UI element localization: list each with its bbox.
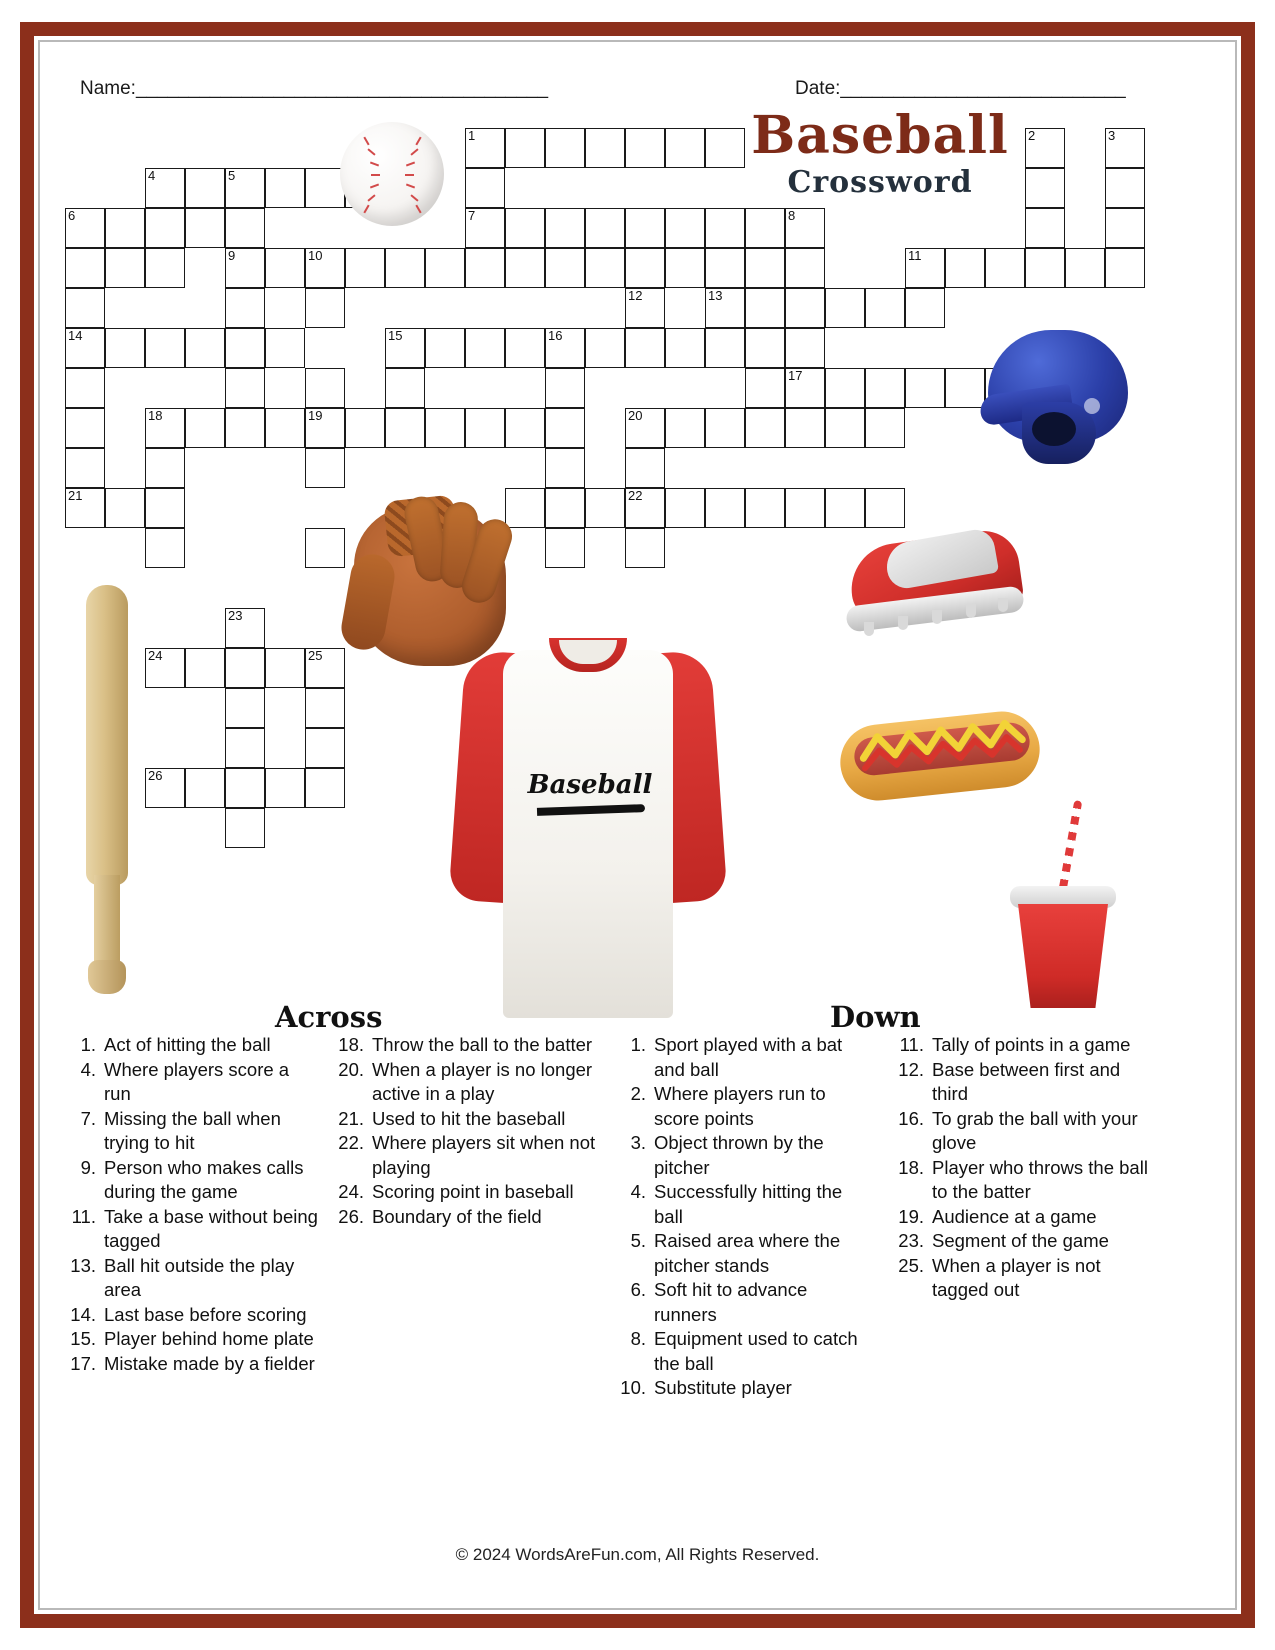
grid-cell-number: 23 (228, 608, 243, 623)
grid-cell[interactable] (705, 248, 745, 288)
grid-cell[interactable] (625, 408, 665, 448)
grid-cell[interactable] (1025, 248, 1065, 288)
clue-item (612, 1229, 874, 1278)
grid-cell[interactable] (305, 408, 345, 448)
clue-text: Segment of the game (932, 1230, 1109, 1251)
grid-cell[interactable] (745, 408, 785, 448)
grid-cell[interactable] (545, 528, 585, 568)
grid-cell[interactable] (225, 768, 265, 808)
grid-cell-number: 12 (628, 288, 643, 303)
grid-cell[interactable] (545, 128, 585, 168)
grid-cell[interactable] (905, 368, 945, 408)
grid-cell[interactable] (545, 368, 585, 408)
grid-cell[interactable] (905, 248, 945, 288)
grid-cell-number: 3 (1108, 128, 1116, 143)
clue-number: 25. (898, 1254, 924, 1276)
grid-cell[interactable] (145, 408, 185, 448)
baseball-jersey-icon (455, 630, 720, 1020)
grid-cell[interactable] (1105, 168, 1145, 208)
clue-item (62, 1303, 320, 1328)
title-main: Baseball (751, 105, 1009, 166)
grid-cell[interactable] (305, 448, 345, 488)
grid-cell[interactable] (665, 488, 705, 528)
clue-text: Take a base without being tagged (104, 1205, 318, 1251)
clue-text: Ball hit outside the play area (104, 1254, 295, 1300)
clue-item (612, 1033, 874, 1082)
clue-text: Where players sit when not playing (372, 1132, 596, 1178)
grid-cell[interactable] (705, 208, 745, 248)
clue-text: Audience at a game (932, 1205, 1097, 1227)
grid-cell[interactable] (545, 408, 585, 448)
grid-cell-number: 1 (468, 128, 476, 143)
grid-cell[interactable] (385, 328, 425, 368)
grid-cell[interactable] (705, 328, 745, 368)
clue-text: Soft hit to advance runners (654, 1279, 808, 1325)
grid-cell[interactable] (305, 688, 345, 728)
grid-cell[interactable] (65, 408, 105, 448)
clue-number: 20. (338, 1058, 364, 1080)
grid-cell[interactable] (1105, 248, 1145, 288)
batting-helmet-icon (980, 330, 1138, 480)
grid-cell[interactable] (65, 328, 105, 368)
grid-cell[interactable] (185, 328, 225, 368)
grid-cell[interactable] (385, 408, 425, 448)
grid-cell[interactable] (825, 368, 865, 408)
grid-cell[interactable] (265, 328, 305, 368)
grid-cell[interactable] (505, 408, 545, 448)
grid-cell[interactable] (225, 248, 265, 288)
grid-cell[interactable] (225, 368, 265, 408)
grid-cell[interactable] (305, 168, 345, 208)
grid-cell[interactable] (225, 728, 265, 768)
clue-text: When a player is no longer active in a play (372, 1058, 593, 1104)
clue-item (62, 1033, 320, 1058)
footer-copyright: © 2024 WordsAreFun.com, All Rights Reserved. (455, 1545, 820, 1564)
grid-cell[interactable] (345, 248, 385, 288)
clue-text: Boundary of the field (372, 1205, 542, 1227)
clue-item (330, 1131, 600, 1180)
cleat-shoe-icon (840, 530, 1030, 655)
clue-text: Missing the ball when trying to hit (104, 1107, 281, 1153)
clue-text: Substitute player (654, 1377, 792, 1398)
grid-cell[interactable] (65, 448, 105, 488)
clue-text: Player behind home plate (104, 1328, 314, 1349)
grid-cell[interactable] (505, 248, 545, 288)
grid-cell[interactable] (705, 488, 745, 528)
date-field-label[interactable]: Date:___________________________ (795, 78, 1126, 99)
grid-cell[interactable] (225, 648, 265, 688)
grid-cell[interactable] (745, 368, 785, 408)
clue-item (330, 1033, 600, 1058)
grid-cell-number: 26 (148, 768, 163, 783)
grid-cell[interactable] (65, 488, 105, 528)
grid-cell[interactable] (145, 488, 185, 528)
grid-cell[interactable] (865, 488, 905, 528)
grid-cell-number: 11 (908, 248, 922, 263)
clue-item (62, 1327, 320, 1352)
grid-cell[interactable] (585, 328, 625, 368)
clue-text: Used to hit the baseball (372, 1107, 566, 1129)
clue-text: Raised area where the pitcher stands (654, 1230, 841, 1276)
grid-cell[interactable] (545, 488, 585, 528)
grid-cell[interactable] (225, 168, 265, 208)
grid-cell[interactable] (745, 488, 785, 528)
clue-item (890, 1254, 1152, 1303)
clue-number: 6. (630, 1279, 646, 1300)
clue-item (890, 1205, 1152, 1230)
down-clues-column-2 (890, 1033, 1152, 1303)
clue-text: Scoring point in baseball (372, 1181, 574, 1202)
grid-cell[interactable] (505, 128, 545, 168)
grid-cell[interactable] (105, 488, 145, 528)
grid-cell[interactable] (545, 328, 585, 368)
grid-cell[interactable] (225, 328, 265, 368)
grid-cell-number: 4 (148, 168, 156, 183)
grid-cell[interactable] (105, 248, 145, 288)
grid-cell[interactable] (945, 368, 985, 408)
grid-cell-number: 10 (308, 248, 323, 263)
clue-item (62, 1352, 320, 1377)
grid-cell[interactable] (185, 168, 225, 208)
clue-text: Where players score a run (104, 1058, 290, 1104)
grid-cell[interactable] (745, 288, 785, 328)
grid-cell[interactable] (465, 128, 505, 168)
clue-item (62, 1205, 320, 1254)
grid-cell[interactable] (465, 408, 505, 448)
grid-cell[interactable] (225, 208, 265, 248)
grid-cell-number: 13 (708, 288, 723, 303)
clue-text: Sport played with a bat and ball (654, 1034, 843, 1080)
grid-cell[interactable] (825, 408, 865, 448)
clue-item (890, 1107, 1152, 1156)
grid-cell[interactable] (145, 208, 185, 248)
grid-cell[interactable] (905, 288, 945, 328)
clue-text: Act of hitting the ball (104, 1034, 271, 1055)
grid-cell-number: 9 (228, 248, 236, 263)
grid-cell[interactable] (505, 328, 545, 368)
grid-cell[interactable] (465, 168, 505, 208)
clue-text: Mistake made by a fielder (104, 1352, 315, 1374)
grid-cell[interactable] (145, 768, 185, 808)
grid-cell[interactable] (185, 208, 225, 248)
grid-cell[interactable] (665, 208, 705, 248)
grid-cell[interactable] (105, 208, 145, 248)
across-heading: Across (275, 1000, 383, 1034)
grid-cell[interactable] (1025, 208, 1065, 248)
grid-cell[interactable] (265, 648, 305, 688)
grid-cell[interactable] (305, 368, 345, 408)
grid-cell-number: 6 (68, 208, 76, 223)
hot-dog-icon (840, 700, 1040, 812)
grid-cell[interactable] (465, 248, 505, 288)
clue-number: 18. (338, 1034, 364, 1055)
grid-cell[interactable] (305, 648, 345, 688)
grid-cell[interactable] (545, 448, 585, 488)
grid-cell[interactable] (225, 608, 265, 648)
grid-cell[interactable] (225, 688, 265, 728)
grid-cell[interactable] (225, 288, 265, 328)
clue-item (330, 1205, 600, 1230)
grid-cell[interactable] (185, 768, 225, 808)
clue-item (62, 1107, 320, 1156)
grid-cell[interactable] (545, 208, 585, 248)
clue-item (62, 1254, 320, 1303)
clue-number: 10. (620, 1377, 646, 1398)
clue-text: Where players run to score points (654, 1083, 826, 1129)
grid-cell[interactable] (585, 248, 625, 288)
grid-cell-number: 16 (548, 328, 563, 343)
grid-cell-number: 7 (468, 208, 476, 223)
clue-text: When a player is not tagged out (932, 1254, 1101, 1300)
grid-cell-number: 17 (788, 368, 803, 383)
grid-cell-number: 5 (228, 168, 236, 183)
grid-cell[interactable] (305, 528, 345, 568)
grid-cell[interactable] (625, 248, 665, 288)
grid-cell[interactable] (625, 488, 665, 528)
clue-number: 14. (70, 1303, 96, 1325)
grid-cell[interactable] (705, 288, 745, 328)
clue-item (330, 1107, 600, 1132)
grid-cell[interactable] (665, 328, 705, 368)
clue-number: 11. (899, 1034, 924, 1055)
clue-item (330, 1058, 600, 1107)
clue-text: Throw the ball to the batter (372, 1034, 593, 1055)
clue-number: 18. (898, 1156, 924, 1178)
grid-cell[interactable] (625, 208, 665, 248)
clue-item (890, 1156, 1152, 1205)
grid-cell[interactable] (385, 368, 425, 408)
clue-item (62, 1058, 320, 1107)
grid-cell[interactable] (585, 488, 625, 528)
grid-cell[interactable] (265, 168, 305, 208)
clue-number: 19. (898, 1205, 924, 1227)
grid-cell-number: 8 (788, 208, 796, 223)
clue-number: 15. (70, 1328, 96, 1349)
grid-cell[interactable] (305, 768, 345, 808)
grid-cell[interactable] (705, 408, 745, 448)
clue-number: 24. (338, 1181, 364, 1202)
grid-cell[interactable] (145, 168, 185, 208)
grid-cell[interactable] (665, 408, 705, 448)
clue-number: 1. (80, 1034, 96, 1055)
grid-cell[interactable] (745, 208, 785, 248)
clue-number: 1. (630, 1034, 646, 1055)
grid-cell[interactable] (305, 728, 345, 768)
name-field-label[interactable]: Name:_______________________________________ (80, 78, 549, 99)
clue-number: 13. (70, 1254, 96, 1276)
grid-cell[interactable] (305, 288, 345, 328)
clue-item (62, 1156, 320, 1205)
soda-cup-icon (1008, 800, 1120, 1010)
clue-item (612, 1327, 874, 1376)
clue-text: Person who makes calls during the game (104, 1156, 304, 1202)
clue-item (890, 1033, 1152, 1058)
clue-text: To grab the ball with your glove (932, 1107, 1138, 1153)
grid-cell[interactable] (265, 768, 305, 808)
down-clues-column-1 (612, 1033, 874, 1401)
title-subtitle: Crossword (787, 165, 973, 200)
grid-cell[interactable] (785, 368, 825, 408)
grid-cell[interactable] (785, 208, 825, 248)
grid-cell-number: 15 (388, 328, 403, 343)
clue-number: 26. (338, 1205, 364, 1227)
clue-item (612, 1278, 874, 1327)
grid-cell[interactable] (625, 128, 665, 168)
clue-item (890, 1229, 1152, 1254)
grid-cell[interactable] (545, 248, 585, 288)
clue-number: 9. (80, 1156, 96, 1178)
grid-cell[interactable] (465, 208, 505, 248)
across-clues-column-1 (62, 1033, 320, 1376)
grid-cell[interactable] (105, 328, 145, 368)
grid-cell-number: 24 (148, 648, 163, 663)
grid-cell[interactable] (1025, 168, 1065, 208)
across-clues-column-2 (330, 1033, 600, 1229)
grid-cell[interactable] (745, 328, 785, 368)
grid-cell[interactable] (145, 648, 185, 688)
grid-cell[interactable] (665, 128, 705, 168)
grid-cell[interactable] (65, 368, 105, 408)
grid-cell[interactable] (145, 528, 185, 568)
grid-cell[interactable] (265, 248, 305, 288)
clue-text: Base between first and third (932, 1058, 1121, 1104)
grid-cell[interactable] (145, 248, 185, 288)
clue-item (330, 1180, 600, 1205)
grid-cell[interactable] (1105, 128, 1145, 168)
clue-number: 12. (898, 1058, 924, 1080)
down-heading: Down (830, 1000, 921, 1034)
grid-cell[interactable] (625, 328, 665, 368)
grid-cell[interactable] (585, 208, 625, 248)
baseball-bat-icon (72, 585, 142, 1015)
grid-cell[interactable] (465, 328, 505, 368)
clue-number: 7. (80, 1107, 96, 1129)
clue-number: 11. (71, 1205, 96, 1227)
clue-item (612, 1082, 874, 1131)
grid-cell[interactable] (225, 408, 265, 448)
grid-cell[interactable] (65, 248, 105, 288)
clue-item (612, 1180, 874, 1229)
grid-cell-number: 22 (628, 488, 643, 503)
grid-cell[interactable] (345, 408, 385, 448)
grid-cell[interactable] (785, 288, 825, 328)
grid-cell[interactable] (785, 408, 825, 448)
clue-text: Player who throws the ball to the batter (932, 1156, 1148, 1202)
grid-cell-number: 14 (68, 328, 83, 343)
grid-cell[interactable] (265, 408, 305, 448)
grid-cell-number: 20 (628, 408, 643, 423)
grid-cell[interactable] (945, 248, 985, 288)
grid-cell[interactable] (1065, 248, 1105, 288)
grid-cell[interactable] (785, 328, 825, 368)
grid-cell[interactable] (825, 288, 865, 328)
clue-number: 8. (630, 1328, 646, 1349)
grid-cell[interactable] (185, 648, 225, 688)
grid-cell[interactable] (745, 248, 785, 288)
baseball-icon (340, 122, 444, 226)
grid-cell[interactable] (145, 328, 185, 368)
grid-cell-number: 19 (308, 408, 323, 423)
grid-cell[interactable] (985, 248, 1025, 288)
grid-cell[interactable] (65, 208, 105, 248)
grid-cell[interactable] (865, 408, 905, 448)
clue-number: 4. (80, 1058, 96, 1080)
grid-cell[interactable] (425, 408, 465, 448)
grid-cell[interactable] (305, 248, 345, 288)
grid-cell[interactable] (425, 248, 465, 288)
clue-number: 4. (630, 1181, 646, 1202)
clue-number: 22. (338, 1132, 364, 1153)
clue-text: Successfully hitting the ball (654, 1181, 843, 1227)
grid-cell-number: 18 (148, 408, 163, 423)
clue-text: Equipment used to catch the ball (654, 1328, 858, 1374)
clue-number: 23. (898, 1230, 924, 1251)
grid-cell[interactable] (185, 408, 225, 448)
grid-cell[interactable] (625, 528, 665, 568)
clue-text: Last base before scoring (104, 1303, 307, 1325)
jersey-script-text: Baseball (527, 770, 653, 800)
grid-cell[interactable] (865, 368, 905, 408)
grid-cell[interactable] (865, 288, 905, 328)
clue-number: 17. (70, 1352, 96, 1374)
grid-cell[interactable] (785, 488, 825, 528)
clue-number: 3. (630, 1132, 646, 1153)
grid-cell[interactable] (145, 448, 185, 488)
clue-number: 21. (338, 1107, 364, 1129)
grid-cell[interactable] (785, 248, 825, 288)
grid-cell[interactable] (425, 328, 465, 368)
grid-cell[interactable] (385, 248, 425, 288)
clue-number: 16. (898, 1107, 924, 1129)
clue-item (612, 1376, 874, 1401)
grid-cell[interactable] (225, 808, 265, 848)
grid-cell[interactable] (1105, 208, 1145, 248)
grid-cell[interactable] (65, 288, 105, 328)
grid-cell-number: 2 (1028, 128, 1036, 143)
grid-cell[interactable] (585, 128, 625, 168)
grid-cell[interactable] (705, 128, 745, 168)
grid-cell[interactable] (825, 488, 865, 528)
clue-text: Tally of points in a game (932, 1034, 1131, 1055)
grid-cell[interactable] (625, 288, 665, 328)
clue-item (890, 1058, 1152, 1107)
grid-cell[interactable] (625, 448, 665, 488)
clue-number: 2. (630, 1083, 646, 1104)
grid-cell[interactable] (1025, 128, 1065, 168)
grid-cell-number: 25 (308, 648, 323, 663)
clue-text: Object thrown by the pitcher (654, 1132, 824, 1178)
grid-cell[interactable] (665, 248, 705, 288)
grid-cell-number: 21 (68, 488, 83, 503)
clue-item (612, 1131, 874, 1180)
grid-cell[interactable] (505, 208, 545, 248)
clue-number: 5. (630, 1230, 646, 1251)
